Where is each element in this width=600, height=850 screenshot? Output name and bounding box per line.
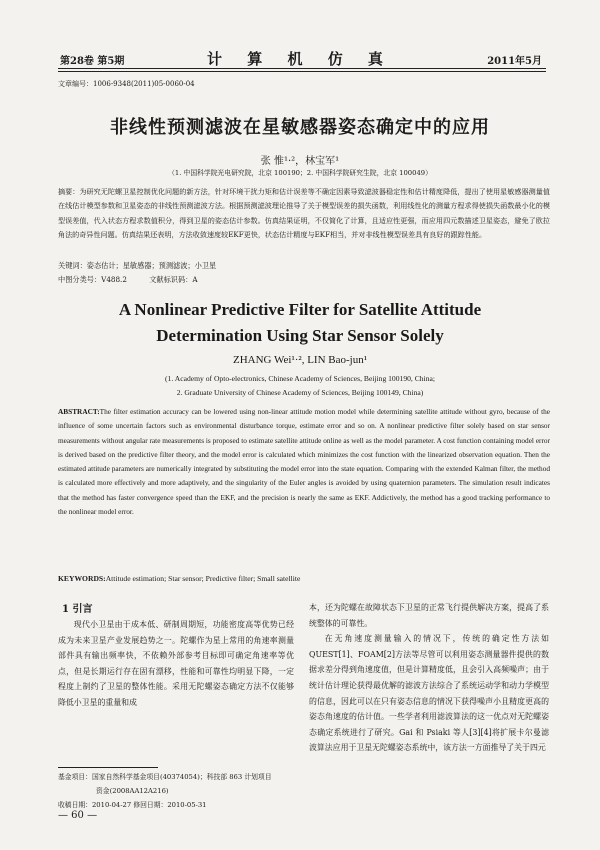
fund-line2: 资金(2008AA12A216) [96, 787, 169, 795]
article-number: 文章编号：1006-9348(2011)05-0060-04 [58, 80, 195, 88]
footnote [58, 770, 298, 812]
received-dates: 收稿日期：2010-04-27 修回日期：2010-05-31 [58, 801, 207, 809]
keywords-en-text: Attitude estimation; Star sensor; Predictive filter; Small satellite [105, 574, 301, 583]
title-en-line1: A Nonlinear Predictive Filter for Satellite Attitude [118, 300, 482, 319]
body-column-right [309, 600, 549, 756]
title-zh: 非线性预测滤波在星敏感器姿态确定中的应用 [110, 117, 490, 138]
keywords-en [58, 574, 300, 583]
footnote-rule [58, 767, 158, 768]
header-rule-thick [58, 68, 546, 69]
keywords-zh: 关键词：姿态估计；星敏感器；预测滤波；小卫星 [58, 261, 217, 270]
body-paragraph: 现代小卫星由于成本低、研制周期短，功能密度高等优势已经成为未来卫星产业发展趋势之一。陀螺作为星上常用的角速率测量部件具有输出频率快，不依赖外部参考目标即可确定角速率等优点，但是长期运行存在固有漂移，性能和可靠性均明显下降，一定程度上制约了卫星的整体性能。采用无陀螺姿态确定方法不仅能够降低小卫星的重量和成 [58, 620, 294, 707]
keywords-en-label: KEYWORDS: [58, 574, 106, 583]
header-rule-thin [58, 71, 546, 72]
abstract-en-text: The filter estimation accuracy can be lowered using non-linear attitude motion model while determining satellite attitude without gyro, because of the influence of some uncertain factors such as environmental disturbance torque, estimate error and so on. A nonlinear predictive filter solely based on star sensor measurements without angular rate measurements is proposed to estimate satellite attitude online as well as the model parameter. A cost function containing model error is derived based on the predictive filter theory, and the model error is calculated which minimizes the cost function with the linearized observation equation. Then the estimated attitude parameters are numerically integrated by substituting the model error into the state equation. Comparing with the extended Kalman filter, the method is calculated more effectively and more adaptively, and the singularity of the Euler angles is avoided by using quaternion parameters. The simulation result indicates that the method has faster convergence speed than the EKF, and the precision is nearly the same as EKF. Addictively, the method has a good tracking performance to the nonlinear model error. [58, 407, 550, 517]
abstract-en-label: ABSTRACT: [58, 407, 100, 416]
affiliations-zh: （1. 中国科学院光电研究院，北京 100190；2. 中国科学院研究生院，北京 100049） [168, 169, 432, 177]
fund-line1: 基金项目：国家自然科学基金项目(40374054)；科技部 863 计划项目 [58, 773, 272, 781]
affiliations-en [0, 372, 600, 400]
document-code: 文献标识码：A [149, 275, 198, 284]
affiliation-en-line1: (1. Academy of Opto-electronics, Chinese Academy of Sciences, Beijing 100190, China; [165, 374, 435, 383]
clc-number: 中图分类号：V488.2 [58, 275, 127, 284]
authors-zh: 张 惟¹·²，林宝军¹ [260, 156, 340, 167]
page-number: — 60 — [58, 810, 98, 821]
authors-en: ZHANG Wei¹·², LIN Bao-jun¹ [232, 354, 368, 366]
abstract-zh: 摘要：为研究无陀螺卫星控制优化问题的新方法，针对环境干扰力矩和估计误差等不确定因素导致滤波器稳定性和估计精度降低，提出了使用星敏感器测量值在线估计模型参数和卫星姿态的非线性预测滤波方法。根据预测滤波理论推导了关于模型误差的损失函数，利用线性化的测量方程求得使损失函数最小化的模型误差值，代入状态方程求数值积分，得到卫星的姿态估计参数。仿真结果证明，不仅简化了计算，且适应性更强，而应用四元数描述卫星姿态，避免了欧拉角法的奇异性问题。仿真结果还表明，方法收敛速度较EKF更快，状态估计精度与EKF相当，并对非线性模型误差具有良好的跟踪性能。 [58, 187, 550, 240]
body-paragraph: 本，还为陀螺在故障状态下卫星的正常飞行提供解决方案，提高了系统整体的可靠性。 [309, 603, 549, 628]
classification-zh [58, 275, 218, 285]
section-heading-introduction: 1 引言 [62, 604, 93, 615]
title-en-line2: Determination Using Star Sensor Solely [156, 326, 444, 345]
journal-name: 计 算 机 仿 真 [207, 50, 393, 68]
title-en [0, 297, 600, 349]
journal-date: 2011年5月 [487, 56, 542, 67]
body-column-left [58, 617, 294, 711]
abstract-en [58, 405, 550, 519]
body-paragraph: 在无角速度测量输入的情况下，传统的确定性方法如QUEST[1]、FOAM[2]方法等尽管可以利用姿态测量器件提供的数据求差分得到角速度值，但是计算精度低，且会引入高频噪声；由于统计估计理论获得最优解的滤波方法综合了系统运动学和动力学模型的信息，因此可以在只有姿态信息的情况下获得噪声小且精度更高的姿态角速度的估计值。一些学者利用滤波算法的这一优点对无陀螺姿态确定系统进行了研究。Gai 和 Psiaki 等人[3][4]将扩展卡尔曼滤波算法应用于卫星无陀螺姿态系统中，该方法一方面推导了关于四元 [309, 634, 549, 753]
journal-volume-issue: 第28卷 第5期 [60, 56, 125, 67]
affiliation-en-line2: 2. Graduate University of Chinese Academy of Sciences, Beijing 100149, China) [176, 388, 424, 397]
